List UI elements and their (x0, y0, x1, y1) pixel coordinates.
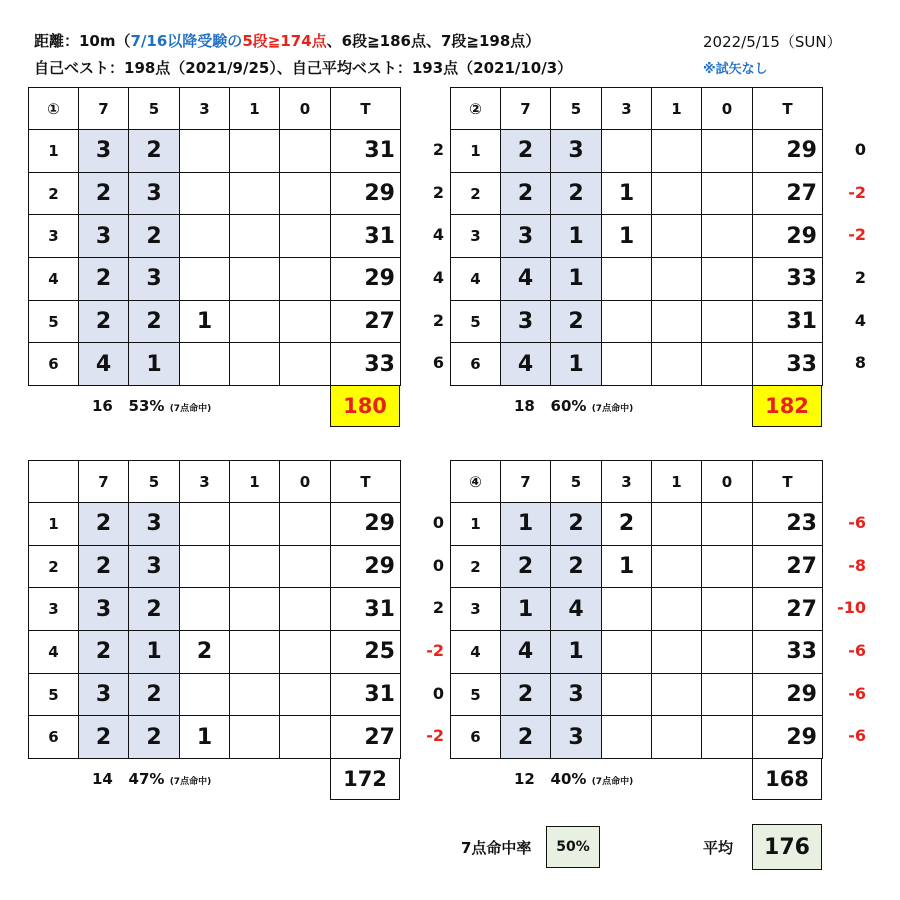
column-header: 7 (79, 88, 129, 130)
diff-column-round-4 (830, 502, 866, 758)
hits-c5: 3 (129, 545, 180, 588)
score-diff: 2 (432, 310, 444, 330)
hits-c7: 3 (501, 300, 551, 343)
hits-c7: 2 (501, 130, 551, 173)
hits-c1 (652, 673, 702, 716)
column-header: 5 (129, 88, 180, 130)
score-diff: 2 (432, 182, 444, 202)
distance-rules-line (34, 30, 540, 51)
hits-c0 (702, 130, 753, 173)
end-row (451, 588, 823, 631)
seven-point-note: (7点命中) (591, 404, 634, 415)
hits-c5: 2 (551, 545, 602, 588)
end-row (29, 130, 401, 173)
hits-c7: 4 (501, 258, 551, 301)
average-value: 176 (752, 824, 822, 870)
hits-c0 (702, 215, 753, 258)
hit-rate-label: 7点命中率 (461, 839, 532, 857)
hits-c7: 2 (79, 258, 129, 301)
score-table-round-1 (28, 87, 401, 386)
no-practice-arrows-note: ※試矢なし (703, 62, 768, 77)
end-row (29, 673, 401, 716)
column-header: T (331, 88, 401, 130)
hits-c5: 1 (551, 258, 602, 301)
end-total: 33 (331, 343, 401, 386)
score-diff: -2 (426, 726, 444, 746)
round-total: 180 (330, 385, 400, 427)
round-marker (29, 461, 79, 503)
column-header: 3 (602, 461, 652, 503)
end-total: 29 (753, 130, 823, 173)
seven-point-percent: 47% (128, 770, 165, 789)
hits-c7: 2 (79, 503, 129, 546)
end-total: 27 (331, 716, 401, 759)
score-diff: -8 (848, 555, 866, 575)
session-date: 2022/5/15（SUN） (703, 33, 842, 51)
column-header: 5 (129, 461, 180, 503)
hits-c7: 4 (79, 343, 129, 386)
end-total: 31 (331, 588, 401, 631)
column-header: T (753, 88, 823, 130)
score-diff: 0 (432, 683, 444, 703)
score-diff: -10 (837, 598, 866, 618)
end-total: 29 (331, 545, 401, 588)
seven-point-hits: 14 (92, 770, 113, 789)
hit-count-stat (514, 397, 633, 415)
end-row (451, 130, 823, 173)
hits-c1 (230, 503, 280, 546)
score-table-round-2 (450, 87, 823, 386)
hits-c1 (230, 588, 280, 631)
score-diff: -6 (848, 513, 866, 532)
end-number: 2 (451, 545, 501, 588)
hits-c7: 2 (501, 716, 551, 759)
hits-c3 (180, 172, 230, 215)
hits-c0 (702, 673, 753, 716)
hits-c1 (230, 343, 280, 386)
hits-c0 (280, 673, 331, 716)
hits-c0 (702, 258, 753, 301)
seven-point-percent: 40% (550, 770, 587, 789)
hits-c5: 3 (129, 258, 180, 301)
column-header: 3 (602, 88, 652, 130)
hits-c3 (602, 300, 652, 343)
end-row (29, 300, 401, 343)
hits-c5: 2 (129, 130, 180, 173)
seven-point-note: (7点命中) (591, 777, 634, 788)
end-total: 29 (753, 215, 823, 258)
column-header: 3 (180, 461, 230, 503)
hits-c5: 3 (129, 503, 180, 546)
hits-c3 (602, 588, 652, 631)
score-diff: 6 (432, 353, 444, 373)
hits-c3 (602, 130, 652, 173)
distance-prefix: 距離：10m（ (34, 32, 131, 50)
seven-point-hits: 12 (514, 770, 535, 789)
hits-c7: 3 (79, 588, 129, 631)
hits-c3 (602, 631, 652, 674)
end-row (29, 258, 401, 301)
column-header: 0 (702, 461, 753, 503)
end-total: 27 (753, 545, 823, 588)
column-header: 0 (702, 88, 753, 130)
end-total: 31 (331, 130, 401, 173)
score-diff: 8 (854, 353, 866, 373)
end-row (29, 343, 401, 386)
hits-c1 (652, 130, 702, 173)
hits-c7: 1 (501, 503, 551, 546)
hits-c5: 2 (129, 673, 180, 716)
hits-c5: 1 (551, 343, 602, 386)
hits-c5: 2 (129, 716, 180, 759)
score-diff: -2 (848, 182, 866, 202)
end-total: 31 (331, 673, 401, 716)
hits-c0 (280, 215, 331, 258)
hits-c1 (652, 215, 702, 258)
round-total: 168 (752, 758, 822, 800)
seven-point-hits: 16 (92, 397, 113, 416)
score-diff: -6 (848, 641, 866, 661)
hits-c5: 1 (551, 215, 602, 258)
score-diff: 2 (432, 598, 444, 618)
end-number: 1 (451, 130, 501, 173)
hits-c1 (230, 673, 280, 716)
score-diff: 0 (854, 140, 866, 159)
round-marker: ④ (451, 461, 501, 503)
end-number: 3 (451, 215, 501, 258)
hits-c3 (180, 258, 230, 301)
hits-c5: 3 (551, 130, 602, 173)
hits-c3 (602, 673, 652, 716)
end-total: 27 (753, 172, 823, 215)
hits-c5: 4 (551, 588, 602, 631)
score-diff: -6 (848, 726, 866, 746)
end-total: 29 (753, 716, 823, 759)
hits-c1 (230, 172, 280, 215)
grade5-threshold: 5段≧174点 (242, 32, 327, 50)
seven-point-percent: 60% (550, 397, 587, 416)
end-row (451, 631, 823, 674)
column-header: 1 (230, 461, 280, 503)
round-marker: ① (29, 88, 79, 130)
hits-c7: 2 (79, 545, 129, 588)
personal-best-line: 自己ベスト：198点（2021/9/25）、自己平均ベスト：193点（2021/10/3） (34, 59, 573, 77)
average-label: 平均 (703, 839, 734, 857)
end-row (29, 215, 401, 258)
end-row (451, 215, 823, 258)
hits-c3 (602, 343, 652, 386)
hits-c0 (280, 300, 331, 343)
column-header: T (753, 461, 823, 503)
score-diff: 2 (432, 140, 444, 159)
hits-c0 (702, 300, 753, 343)
hit-count-stat (92, 770, 211, 788)
hits-c3: 2 (180, 631, 230, 674)
hits-c7: 1 (501, 588, 551, 631)
hits-c0 (280, 343, 331, 386)
end-total: 27 (753, 588, 823, 631)
end-row (451, 258, 823, 301)
end-number: 4 (451, 631, 501, 674)
hits-c5: 1 (129, 343, 180, 386)
score-table-round-4 (450, 460, 823, 759)
column-header: 1 (230, 88, 280, 130)
hits-c1 (230, 215, 280, 258)
hits-c0 (280, 716, 331, 759)
hits-c5: 2 (551, 300, 602, 343)
column-header: 0 (280, 461, 331, 503)
hits-c1 (652, 588, 702, 631)
hits-c7: 2 (79, 300, 129, 343)
hits-c1 (652, 300, 702, 343)
hits-c5: 2 (551, 503, 602, 546)
column-header: 5 (551, 88, 602, 130)
hits-c7: 4 (501, 343, 551, 386)
end-row (29, 172, 401, 215)
end-number: 2 (29, 172, 79, 215)
hits-c5: 2 (551, 172, 602, 215)
end-row (451, 300, 823, 343)
end-row (451, 716, 823, 759)
end-total: 31 (331, 215, 401, 258)
hits-c3: 1 (180, 716, 230, 759)
hits-c1 (230, 545, 280, 588)
end-total: 23 (753, 503, 823, 546)
end-number: 4 (29, 258, 79, 301)
hits-c7: 3 (79, 215, 129, 258)
end-row (451, 172, 823, 215)
end-number: 4 (29, 631, 79, 674)
diff-column-round-3 (408, 502, 444, 758)
end-total: 29 (753, 673, 823, 716)
hits-c1 (230, 300, 280, 343)
hits-c7: 3 (501, 215, 551, 258)
end-row (451, 343, 823, 386)
column-header: 7 (501, 461, 551, 503)
hits-c0 (280, 631, 331, 674)
hits-c0 (280, 130, 331, 173)
hits-c0 (280, 503, 331, 546)
hits-c0 (702, 631, 753, 674)
hits-c7: 2 (79, 716, 129, 759)
hits-c0 (280, 545, 331, 588)
score-diff: 4 (432, 268, 444, 288)
score-diff: -6 (848, 683, 866, 703)
column-header: 7 (501, 88, 551, 130)
hits-c1 (230, 258, 280, 301)
score-diff: 0 (432, 555, 444, 575)
end-total: 29 (331, 172, 401, 215)
end-row (451, 673, 823, 716)
seven-point-note: (7点命中) (169, 777, 212, 788)
score-diff: 4 (854, 310, 866, 330)
hits-c0 (702, 545, 753, 588)
hits-c3 (180, 343, 230, 386)
hits-c0 (280, 588, 331, 631)
end-number: 6 (29, 716, 79, 759)
column-header: 7 (79, 461, 129, 503)
hits-c5: 3 (129, 172, 180, 215)
end-total: 29 (331, 503, 401, 546)
end-total: 33 (753, 343, 823, 386)
seven-point-percent: 53% (128, 397, 165, 416)
hits-c7: 3 (79, 673, 129, 716)
hits-c5: 2 (129, 588, 180, 631)
end-number: 6 (451, 716, 501, 759)
seven-point-hits: 18 (514, 397, 535, 416)
hits-c1 (652, 503, 702, 546)
hits-c3 (602, 716, 652, 759)
column-header: 5 (551, 461, 602, 503)
hits-c7: 2 (501, 673, 551, 716)
column-header: T (331, 461, 401, 503)
score-table-round-3 (28, 460, 401, 759)
hit-count-stat (92, 397, 211, 415)
score-diff: 0 (432, 513, 444, 532)
hits-c3 (602, 258, 652, 301)
hits-c1 (652, 631, 702, 674)
end-number: 5 (451, 300, 501, 343)
hits-c7: 2 (79, 631, 129, 674)
hits-c0 (280, 172, 331, 215)
end-number: 2 (451, 172, 501, 215)
hits-c1 (652, 545, 702, 588)
hits-c0 (702, 172, 753, 215)
hits-c1 (652, 258, 702, 301)
end-number: 5 (451, 673, 501, 716)
hits-c3: 1 (602, 215, 652, 258)
grade-thresholds-suffix: 、6段≧186点、7段≧198点） (326, 32, 541, 50)
hits-c1 (652, 716, 702, 759)
hits-c3 (180, 545, 230, 588)
end-total: 25 (331, 631, 401, 674)
hits-c3: 1 (602, 545, 652, 588)
diff-column-round-2 (830, 129, 866, 385)
hits-c3 (180, 673, 230, 716)
end-total: 27 (331, 300, 401, 343)
end-number: 4 (451, 258, 501, 301)
end-number: 5 (29, 673, 79, 716)
end-number: 3 (29, 215, 79, 258)
hits-c0 (702, 716, 753, 759)
end-number: 2 (29, 545, 79, 588)
end-number: 1 (29, 503, 79, 546)
hits-c0 (280, 258, 331, 301)
hits-c1 (652, 172, 702, 215)
column-header: 1 (652, 88, 702, 130)
column-header: 3 (180, 88, 230, 130)
score-diff: -2 (848, 225, 866, 245)
hits-c7: 2 (79, 172, 129, 215)
column-header: 1 (652, 461, 702, 503)
diff-column-round-1 (408, 129, 444, 385)
hits-c0 (702, 343, 753, 386)
hits-c3 (180, 503, 230, 546)
hits-c5: 2 (129, 300, 180, 343)
hits-c3: 1 (180, 300, 230, 343)
hits-c7: 2 (501, 545, 551, 588)
hits-c1 (230, 631, 280, 674)
hits-c7: 2 (501, 172, 551, 215)
hit-rate-value: 50% (546, 826, 600, 868)
score-diff: -2 (426, 641, 444, 661)
end-row (29, 716, 401, 759)
hits-c3 (180, 588, 230, 631)
end-row (451, 503, 823, 546)
hits-c5: 2 (129, 215, 180, 258)
column-header: 0 (280, 88, 331, 130)
exam-date-note: 7/16以降受験の (130, 32, 243, 50)
end-total: 31 (753, 300, 823, 343)
end-number: 6 (451, 343, 501, 386)
hits-c7: 3 (79, 130, 129, 173)
end-number: 1 (29, 130, 79, 173)
end-total: 33 (753, 258, 823, 301)
round-total: 182 (752, 385, 822, 427)
end-row (29, 545, 401, 588)
seven-point-note: (7点命中) (169, 404, 212, 415)
hits-c1 (652, 343, 702, 386)
end-row (29, 503, 401, 546)
hits-c3: 1 (602, 172, 652, 215)
round-marker: ② (451, 88, 501, 130)
end-number: 1 (451, 503, 501, 546)
hits-c3 (180, 130, 230, 173)
hits-c3: 2 (602, 503, 652, 546)
hits-c5: 1 (551, 631, 602, 674)
end-row (451, 545, 823, 588)
round-total: 172 (330, 758, 400, 800)
hits-c5: 3 (551, 673, 602, 716)
hit-count-stat (514, 770, 633, 788)
hits-c1 (230, 130, 280, 173)
hits-c5: 3 (551, 716, 602, 759)
end-number: 6 (29, 343, 79, 386)
hits-c1 (230, 716, 280, 759)
end-number: 3 (451, 588, 501, 631)
end-row (29, 631, 401, 674)
hits-c0 (702, 503, 753, 546)
hits-c7: 4 (501, 631, 551, 674)
hits-c0 (702, 588, 753, 631)
hits-c5: 1 (129, 631, 180, 674)
score-diff: 4 (432, 225, 444, 245)
end-total: 33 (753, 631, 823, 674)
end-row (29, 588, 401, 631)
end-total: 29 (331, 258, 401, 301)
end-number: 5 (29, 300, 79, 343)
score-diff: 2 (854, 268, 866, 288)
end-number: 3 (29, 588, 79, 631)
hits-c3 (180, 215, 230, 258)
